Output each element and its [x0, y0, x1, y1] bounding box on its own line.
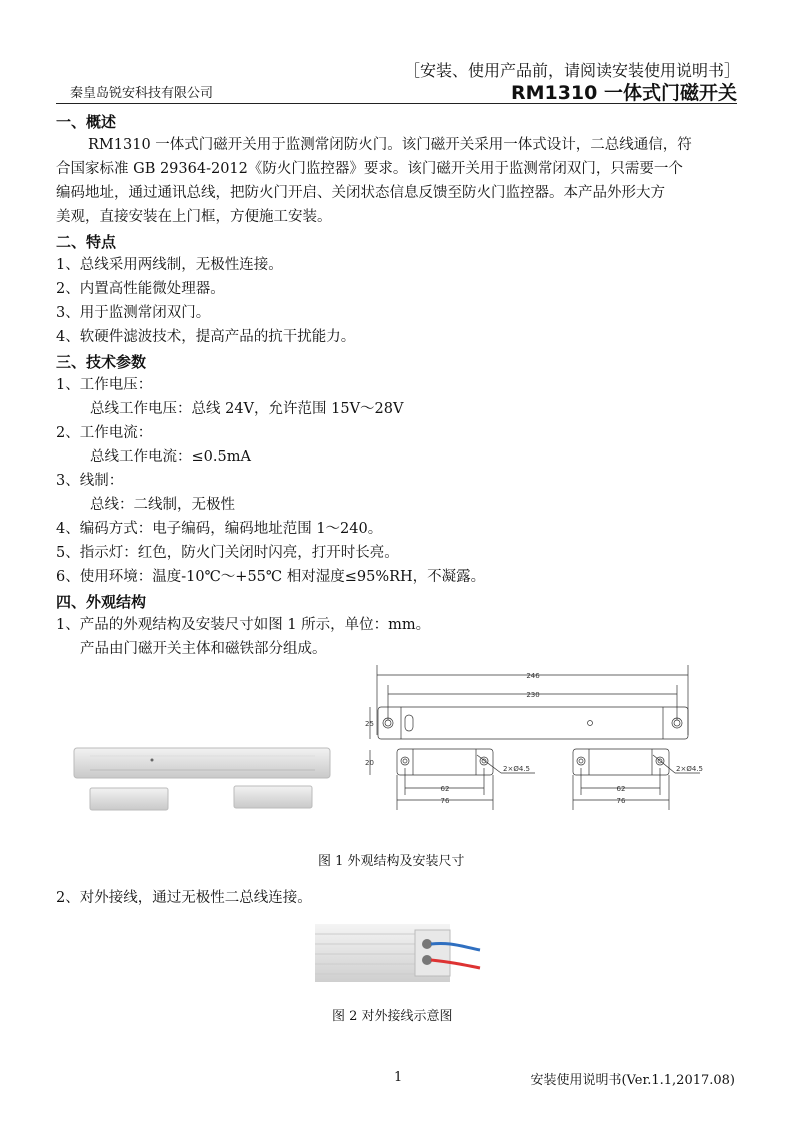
dim-magnet-total: 76 [616, 797, 626, 805]
spec-line: 4、编码方式：电子编码，编码地址范围 1～240。 [56, 521, 383, 537]
company-name: 秦皇岛锐安科技有限公司 [70, 86, 214, 101]
section-heading-overview: 一、概述 [56, 113, 117, 131]
dim-height-main: 25 [365, 720, 374, 728]
figure2-caption: 图 2 对外接线示意图 [332, 1009, 453, 1024]
product-photo [70, 740, 340, 820]
dim-magnet-holes: 62 [616, 785, 626, 793]
main-body-photo [74, 748, 330, 778]
dimension-drawing [355, 660, 703, 820]
dim-magnet-total: 76 [440, 797, 450, 805]
dim-total: 246 [526, 672, 540, 680]
spec-line: 2、工作电流： [56, 425, 153, 441]
paragraph-line: 编码地址，通过通讯总线，把防火门开启、关闭状态信息反馈至防火门监控器。本产品外形大方 [56, 185, 665, 201]
dim-height-magnet: 20 [365, 759, 374, 767]
spec-line: 总线：二线制，无极性 [90, 497, 235, 513]
paragraph-line: RM1310 一体式门磁开关用于监测常闭防火门。该门磁开关采用一体式设计，二总线通信，符 [88, 137, 692, 153]
header-divider [56, 103, 737, 104]
hole-label: 2×Ø4.5 [676, 765, 703, 773]
dim-holes: 230 [526, 691, 540, 699]
main-body-outline [378, 707, 688, 739]
header-notice: ［安装、使用产品前，请阅读安装使用说明书］ [404, 61, 741, 80]
spec-line: 5、指示灯：红色，防火门关闭时闪亮，打开时长亮。 [56, 545, 399, 561]
section-heading-features: 二、特点 [56, 233, 117, 251]
magnet-drawing [397, 749, 535, 810]
feature-item: 1、总线采用两线制，无极性连接。 [56, 257, 283, 273]
section-heading-specs: 三、技术参数 [56, 353, 147, 371]
paragraph-line: 合国家标准 GB 29364-2012《防火门监控器》要求。该门磁开关用于监测常闭双门，只需要一个 [56, 161, 683, 177]
wiring-photo [315, 920, 480, 986]
spec-line: 3、线制： [56, 473, 124, 489]
section-heading-structure: 四、外观结构 [56, 593, 147, 611]
spec-line: 总线工作电压：总线 24V，允许范围 15V～28V [90, 401, 404, 417]
structure-line: 产品由门磁开关主体和磁铁部分组成。 [80, 641, 327, 657]
magnet-photo [234, 786, 312, 808]
spec-line: 总线工作电流：≤0.5mA [90, 449, 251, 465]
structure-line: 1、产品的外观结构及安装尺寸如图 1 所示，单位：mm。 [56, 617, 431, 633]
wiring-line: 2、对外接线，通过无极性二总线连接。 [56, 890, 312, 906]
paragraph-line: 美观，直接安装在上门框，方便施工安装。 [56, 209, 332, 225]
magnet-drawing [573, 749, 700, 810]
figure1-caption: 图 1 外观结构及安装尺寸 [318, 854, 465, 869]
feature-item: 2、内置高性能微处理器。 [56, 281, 225, 297]
spec-line: 1、工作电压： [56, 377, 153, 393]
spec-line: 6、使用环境：温度-10℃～+55℃ 相对湿度≤95%RH，不凝露。 [56, 569, 486, 585]
page-number: 1 [394, 1070, 403, 1085]
document-title: RM1310 一体式门磁开关 [510, 82, 737, 104]
dim-magnet-holes: 62 [440, 785, 450, 793]
version-info: 安装使用说明书(Ver.1.1,2017.08) [530, 1073, 735, 1088]
feature-item: 4、软硬件滤波技术，提高产品的抗干扰能力。 [56, 329, 356, 345]
hole-label: 2×Ø4.5 [503, 765, 530, 773]
feature-item: 3、用于监测常闭双门。 [56, 305, 211, 321]
magnet-photo [90, 788, 168, 810]
